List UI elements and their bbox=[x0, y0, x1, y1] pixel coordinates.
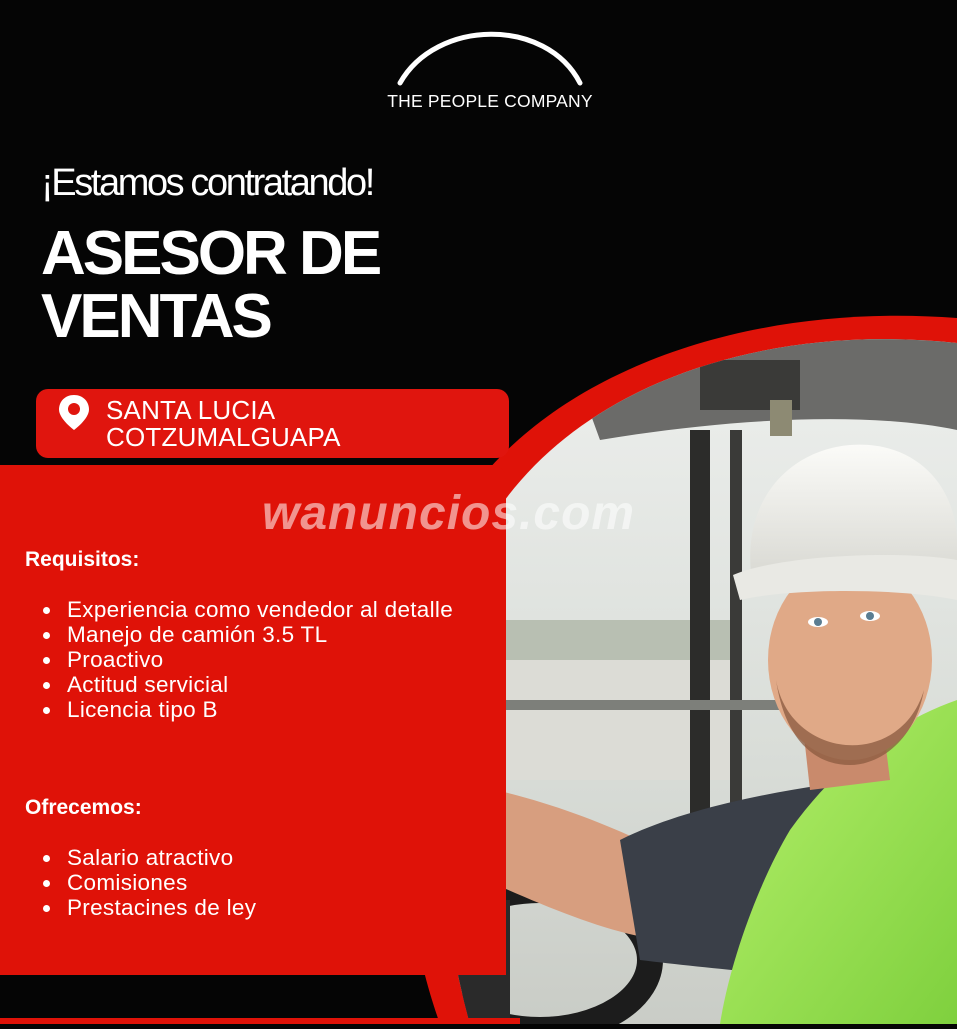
list-item: Licencia tipo B bbox=[67, 697, 457, 722]
requirements-list bbox=[25, 597, 457, 722]
location-line1: SANTA LUCIA bbox=[106, 395, 276, 425]
list-item: Proactivo bbox=[67, 647, 457, 672]
offer-heading: Ofrecemos: bbox=[25, 796, 142, 819]
job-title-line1: ASESOR DE bbox=[41, 219, 380, 288]
company-logo bbox=[360, 25, 620, 120]
list-item: Comisiones bbox=[67, 870, 457, 895]
location-text bbox=[106, 397, 341, 451]
list-item: Actitud servicial bbox=[67, 672, 457, 697]
offer-list bbox=[25, 845, 457, 920]
location-line2: COTZUMALGUAPA bbox=[106, 422, 341, 452]
list-item: Salario atractivo bbox=[67, 845, 457, 870]
logo-text: THE PEOPLE COMPANY bbox=[387, 91, 593, 111]
hiring-tagline: ¡Estamos contratando! bbox=[41, 162, 373, 204]
requirements-heading: Requisitos: bbox=[25, 548, 140, 571]
list-item: Prestacines de ley bbox=[67, 895, 457, 920]
logo-arc-icon bbox=[396, 25, 584, 87]
list-item: Manejo de camión 3.5 TL bbox=[67, 622, 457, 647]
map-pin-icon bbox=[54, 392, 94, 432]
location-badge bbox=[36, 389, 509, 458]
bottom-accent-bar bbox=[0, 1018, 520, 1024]
watermark: wanuncios.com bbox=[262, 487, 636, 540]
job-title bbox=[41, 219, 380, 351]
job-title-line2: VENTAS bbox=[41, 282, 270, 351]
list-item: Experiencia como vendedor al detalle bbox=[67, 597, 457, 622]
